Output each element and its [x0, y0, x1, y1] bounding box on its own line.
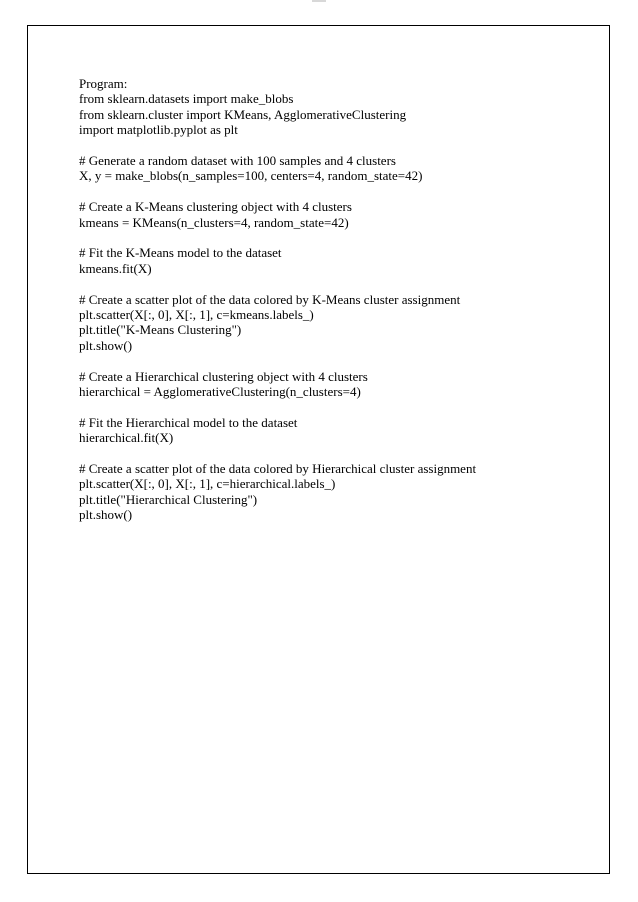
blank-line: [79, 399, 599, 414]
code-line: plt.scatter(X[:, 0], X[:, 1], c=hierarchical.labels_): [79, 476, 336, 492]
code-line: plt.show(): [79, 507, 133, 523]
code-comment: # Create a scatter plot of the data colored by K-Means cluster assignment: [79, 291, 461, 307]
code-line: import matplotlib.pyplot as plt: [79, 122, 238, 138]
code-line: plt.show(): [79, 337, 133, 353]
code-comment: # Create a scatter plot of the data colored by Hierarchical cluster assignment: [79, 461, 477, 477]
blank-line: [79, 353, 599, 368]
code-line: hierarchical.fit(X): [79, 430, 174, 446]
code-comment: # Fit the K-Means model to the dataset: [79, 245, 282, 261]
code-line: from sklearn.cluster import KMeans, AgglomerativeClustering: [79, 106, 407, 122]
program-listing: [79, 76, 599, 523]
code-comment: # Generate a random dataset with 100 samples and 4 clusters: [79, 153, 396, 169]
blank-line: [79, 276, 599, 291]
code-line: hierarchical = AgglomerativeClustering(n_clusters=4): [79, 384, 361, 400]
code-comment: # Fit the Hierarchical model to the dataset: [79, 414, 298, 430]
code-line: kmeans.fit(X): [79, 260, 152, 276]
blank-line: [79, 184, 599, 199]
code-line: X, y = make_blobs(n_samples=100, centers=4, random_state=42): [79, 168, 423, 184]
code-line: kmeans = KMeans(n_clusters=4, random_state=42): [79, 214, 349, 230]
code-comment: # Create a Hierarchical clustering object with 4 clusters: [79, 368, 368, 384]
code-line: plt.title("Hierarchical Clustering"): [79, 491, 258, 507]
blank-line: [79, 230, 599, 245]
code-comment: # Create a K-Means clustering object with 4 clusters: [79, 199, 352, 215]
blank-line: [79, 138, 599, 153]
page-top-mark: [312, 0, 326, 2]
program-heading: Program:: [79, 76, 128, 91]
code-line: plt.scatter(X[:, 0], X[:, 1], c=kmeans.labels_): [79, 307, 314, 323]
blank-line: [79, 446, 599, 461]
code-line: from sklearn.datasets import make_blobs: [79, 91, 294, 107]
code-line: plt.title("K-Means Clustering"): [79, 322, 242, 338]
